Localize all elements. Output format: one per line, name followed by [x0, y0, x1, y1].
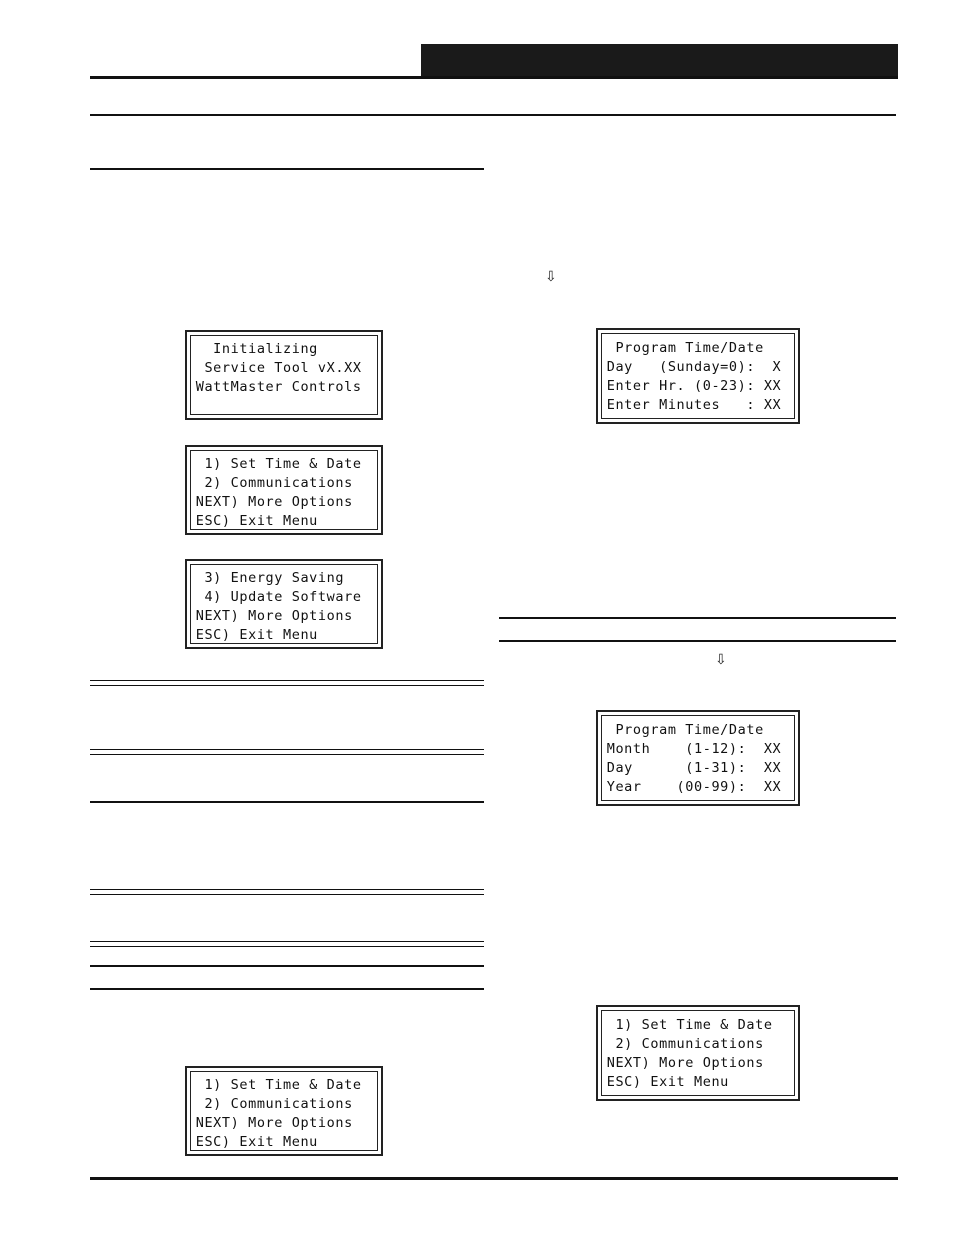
lcd-line: Program Time/Date	[598, 722, 764, 738]
section-rule-top	[90, 114, 896, 116]
left-rule-6b	[90, 946, 484, 947]
left-rule-3b	[90, 754, 484, 755]
left-rule-6a	[90, 941, 484, 942]
left-rule-5a	[90, 889, 484, 890]
left-rule-4	[90, 801, 484, 803]
lcd-line: Initializing	[187, 341, 318, 357]
lcd-line: NEXT) More Options	[187, 608, 353, 624]
lcd-more-options	[185, 559, 383, 649]
lcd-line: 4) Update Software	[187, 589, 362, 605]
down-arrow-icon: ⇩	[545, 269, 557, 285]
lcd-line: Day (Sunday=0): X	[598, 359, 782, 375]
lcd-program-date	[596, 710, 800, 806]
left-rule-5b	[90, 894, 484, 895]
header-rule	[90, 76, 898, 79]
lcd-line: 1) Set Time & Date	[598, 1017, 773, 1033]
lcd-line: 2) Communications	[187, 1096, 353, 1112]
lcd-program-time	[596, 328, 800, 424]
lcd-line: NEXT) More Options	[187, 1115, 353, 1131]
left-rule-7	[90, 965, 484, 967]
lcd-line: NEXT) More Options	[598, 1055, 764, 1071]
lcd-line: Year (00-99): XX	[598, 779, 782, 795]
left-rule-2a	[90, 680, 484, 681]
header-bar	[421, 44, 898, 77]
lcd-initializing	[185, 330, 383, 420]
lcd-line: WattMaster Controls	[187, 379, 362, 395]
lcd-line: 1) Set Time & Date	[187, 1077, 362, 1093]
lcd-main-menu-bottom	[185, 1066, 383, 1156]
lcd-line: 1) Set Time & Date	[187, 456, 362, 472]
lcd-line: 2) Communications	[598, 1036, 764, 1052]
left-rule-1	[90, 168, 484, 170]
lcd-line: NEXT) More Options	[187, 494, 353, 510]
down-arrow-icon: ⇩	[715, 652, 727, 668]
lcd-line: ESC) Exit Menu	[187, 513, 318, 529]
lcd-line: 3) Energy Saving	[187, 570, 345, 586]
lcd-line: 2) Communications	[187, 475, 353, 491]
lcd-line: ESC) Exit Menu	[187, 627, 318, 643]
lcd-line: Day (1-31): XX	[598, 760, 782, 776]
lcd-main-menu-return	[596, 1005, 800, 1101]
lcd-line: Program Time/Date	[598, 340, 764, 356]
lcd-line: Service Tool vX.XX	[187, 360, 362, 376]
lcd-line: ESC) Exit Menu	[598, 1074, 729, 1090]
left-rule-3a	[90, 749, 484, 750]
lcd-line: ESC) Exit Menu	[187, 1134, 318, 1150]
right-rule-1	[499, 617, 896, 619]
lcd-line: Enter Minutes : XX	[598, 397, 782, 413]
left-rule-2b	[90, 685, 484, 686]
right-rule-2	[499, 640, 896, 642]
footer-rule	[90, 1177, 898, 1180]
left-rule-8	[90, 988, 484, 990]
lcd-main-menu	[185, 445, 383, 535]
lcd-line: Month (1-12): XX	[598, 741, 782, 757]
lcd-line: Enter Hr. (0-23): XX	[598, 378, 782, 394]
